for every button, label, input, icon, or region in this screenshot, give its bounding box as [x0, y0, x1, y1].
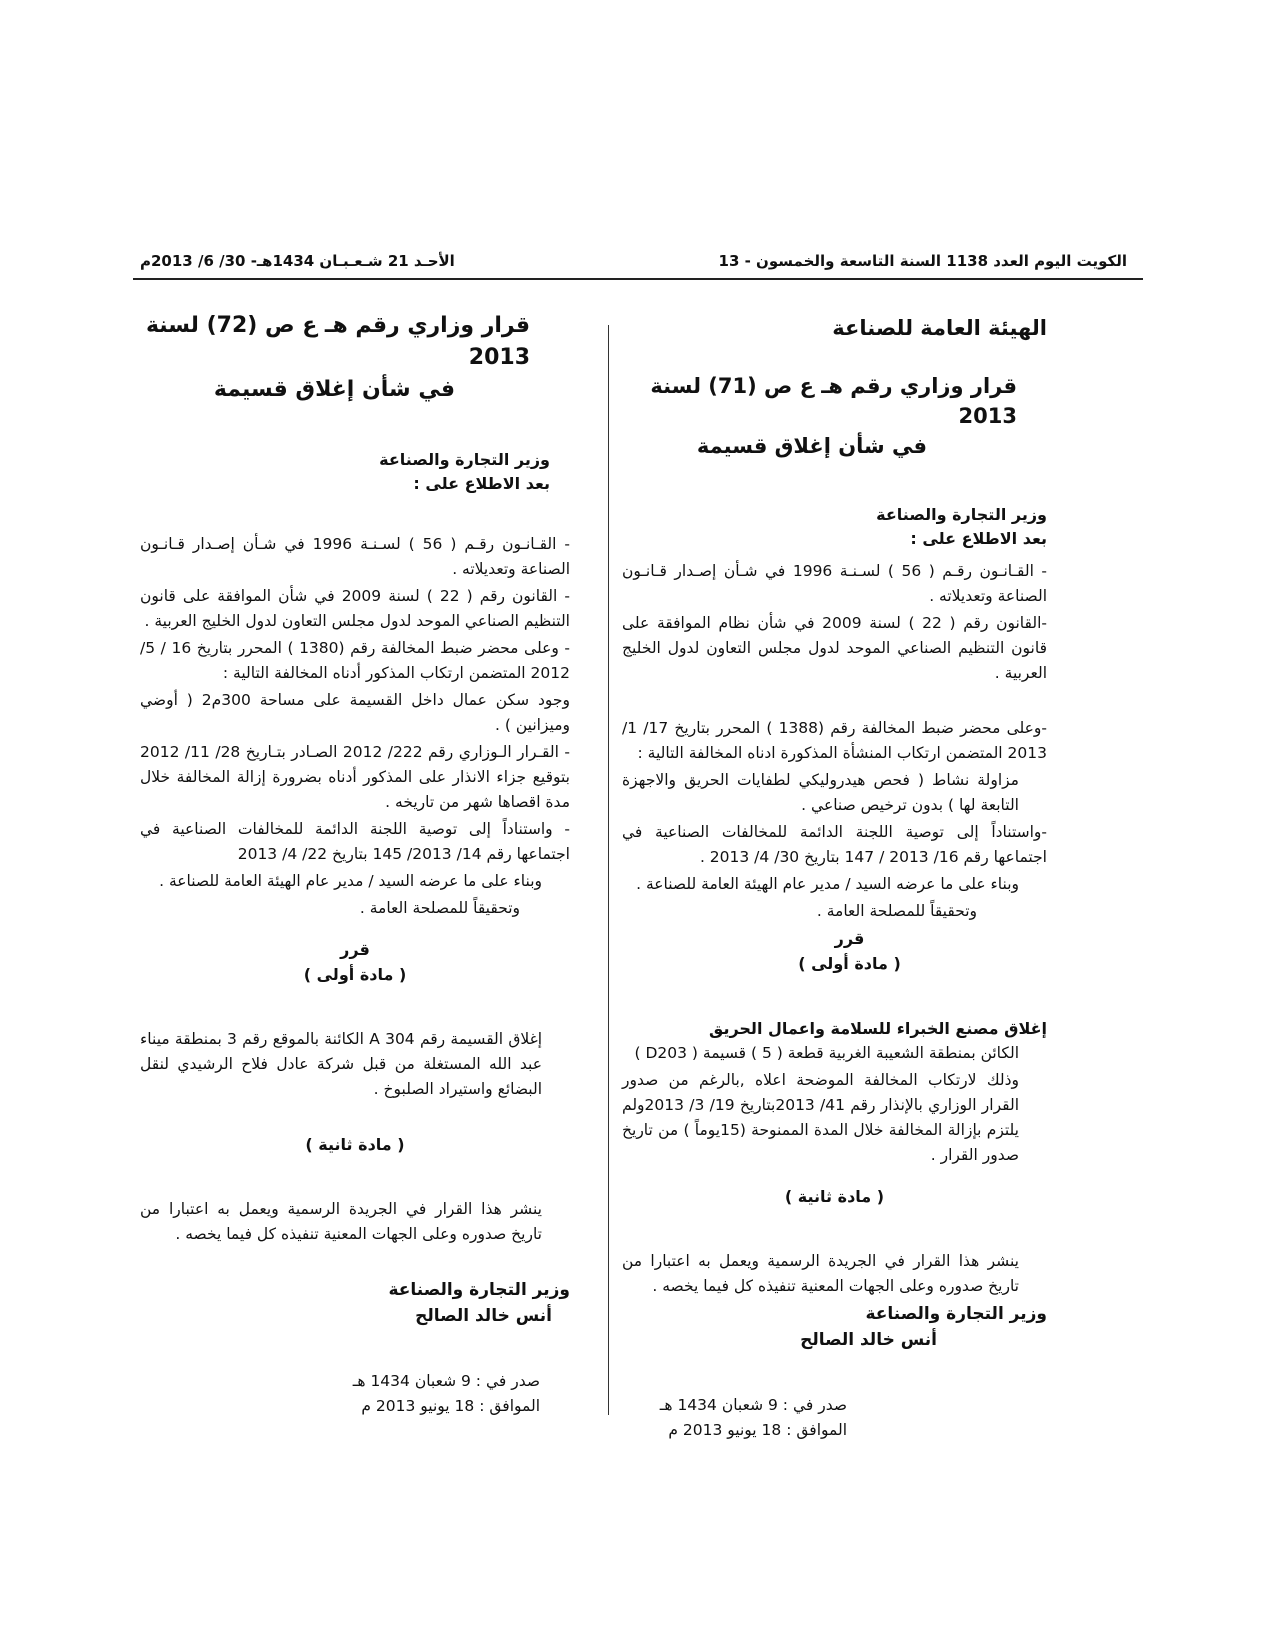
issued-hijri: صدر في : 9 شعبان 1434 هـ — [659, 1396, 847, 1414]
clause-violation-detail: مزاولة نشاط ( فحص هيدروليكي لطفايات الحريق والاجهزة التابعة لها ) بدون ترخيص صناعي . — [622, 771, 1019, 814]
decree-72-title — [140, 310, 570, 406]
closure-location: الكائن بمنطقة الشعيبة الغربية قطعة ( 5 ) قسيمة ( D203 ) — [634, 1044, 1019, 1062]
decree-title-line-1: قرار وزاري رقم هـ ع ص (72) لسنة 2013 — [145, 313, 530, 370]
clause-violation-report: -وعلى محضر ضبط المخالفة رقم (1388 ) المحرر بتاريخ 17/ 1/ 2013 المتضمن ارتكاب المنشأة المذكورة ادناه المخالفة التالية : — [622, 719, 1047, 762]
decree-72-column — [140, 310, 570, 1419]
decree-71-title — [622, 371, 1047, 461]
article-2-heading: ( مادة ثانية ) — [305, 1135, 405, 1154]
issued-gregorian: الموافق : 18 يونيو 2013 م — [361, 1397, 540, 1415]
clause-director: وبناء على ما عرضه السيد / مدير عام الهيئة العامة للصناعة . — [636, 875, 1019, 893]
signatory-title: وزير التجارة والصناعة — [865, 1304, 1047, 1324]
clause-public-interest: وتحقيقاً للمصلحة العامة . — [816, 902, 977, 920]
issued-hijri: صدر في : 9 شعبان 1434 هـ — [352, 1372, 540, 1390]
decree-title-line-2: في شأن إغلاق قسيمة — [696, 434, 927, 458]
publication-clause: ينشر هذا القرار في الجريدة الرسمية ويعمل به اعتبارا من تاريخ صدوره وعلى الجهات المعنية تنفيذه كل فيما يخصه . — [140, 1200, 542, 1243]
issue-date-block — [622, 1393, 1047, 1443]
minister-heading: وزير التجارة والصناعة — [379, 450, 550, 469]
clause-committee: - واستناداً إلى توصية اللجنة الدائمة للمخالفات الصناعية في اجتماعها رقم 14/ 2013/ 145 بتاريخ 22/ 4/ 2013 — [140, 820, 570, 863]
minister-heading: وزير التجارة والصناعة — [876, 505, 1047, 524]
decree-71-column — [622, 310, 1047, 1443]
article-1-heading: ( مادة أولى ) — [798, 954, 901, 973]
article-2-heading: ( مادة ثانية ) — [784, 1187, 885, 1206]
issue-date-block — [140, 1369, 570, 1419]
clause-warning-decision: - القـرار الـوزاري رقم 222/ 2012 الصـادر بتـاريخ 28/ 11/ 2012 بتوقيع جزاء الانذار على المذكور أدناه بضرورة إزالة المخالفة خلال مدة اقصاها شهر من تاريخه . — [140, 743, 570, 811]
decided-heading: قرر — [834, 929, 865, 948]
clause-law-22: - القانون رقم ( 22 ) لسنة 2009 في شأن الموافقة على قانون التنظيم الصناعي الموحد لدول مجلس التعاون لدول الخليج العربية . — [140, 587, 570, 630]
article-1-heading: ( مادة أولى ) — [303, 965, 407, 984]
signatory-name: أنس خالد الصالح — [800, 1330, 937, 1350]
clause-law-56: - القـانـون رقـم ( 56 ) لسـنـة 1996 في شـأن إصـدار قـانـون الصناعة وتعديلاته . — [140, 535, 570, 578]
clause-public-interest: وتحقيقاً للمصلحة العامة . — [359, 899, 520, 917]
clause-law-22: -القانون رقم ( 22 ) لسنة 2009 في شأن نظام الموافقة على قانون التنظيم الصناعي الموحد لدول مجلس التعاون لدول الخليج العربية . — [622, 614, 1047, 682]
closure-reason: وذلك لارتكاب المخالفة الموضحة اعلاه ,بالرغم من صدور القرار الوزاري بالإنذار رقم 41/ 2013بتاريخ 19/ 3/ 2013ولم يلتزم بإزالة المخالفة خلال المدة الممنوحة (15يوماً ) من تاريخ صدور القرار . — [622, 1071, 1020, 1164]
agency-name: الهيئة العامة للصناعة — [832, 316, 1047, 340]
running-header-issue: الكويت اليوم العدد 1138 السنة التاسعة والخمسون - 13 — [718, 252, 1127, 270]
decree-title-line-1: قرار وزاري رقم هـ ع ص (71) لسنة 2013 — [650, 374, 1017, 428]
signatory-title: وزير التجارة والصناعة — [388, 1280, 570, 1300]
clause-committee: -واستناداً إلى توصية اللجنة الدائمة للمخالفات الصناعية في اجتماعها رقم 16/ 2013 / 147 بتاريخ 30/ 4/ 2013 . — [622, 823, 1047, 866]
decree-title-line-2: في شأن إغلاق قسيمة — [213, 377, 455, 402]
clause-violation-detail: وجود سكن عمال داخل القسيمة على مساحة 300م2 ( أوضي وميزانين ) . — [140, 691, 570, 734]
closure-subject: إغلاق مصنع الخبراء للسلامة واعمال الحريق — [709, 1019, 1047, 1038]
publication-clause: ينشر هذا القرار في الجريدة الرسمية ويعمل به اعتبارا من تاريخ صدوره وعلى الجهات المعنية تنفيذه كل فيما يخصه . — [622, 1252, 1019, 1295]
running-header-date: الأحـد 21 شـعـبـان 1434هـ- 30/ 6/ 2013م — [140, 252, 455, 270]
closure-body: إغلاق القسيمة رقم 304 A الكائنة بالموقع رقم 3 بمنطقة ميناء عبد الله المستغلة من قبل شركة عادل فلاح الرشيدي لنقل البضائع واستيراد الصلبوخ . — [140, 1030, 543, 1098]
clause-law-56: - القـانـون رقـم ( 56 ) لسـنـة 1996 في شـأن إصـدار قـانـون الصناعة وتعديلاته . — [622, 562, 1048, 605]
clause-director: وبناء على ما عرضه السيد / مدير عام الهيئة العامة للصناعة . — [159, 872, 542, 890]
clause-violation-report: - وعلى محضر ضبط المخالفة رقم (1380 ) المحرر بتاريخ 16 / 5/ 2012 المتضمن ارتكاب المذكور أدناه المخالفة التالية : — [140, 639, 570, 682]
signatory-name: أنس خالد الصالح — [415, 1306, 552, 1326]
decided-heading: قرر — [340, 940, 370, 959]
column-divider — [608, 325, 609, 1415]
header-rule — [133, 278, 1143, 280]
perusal-heading: بعد الاطلاع على : — [413, 474, 550, 493]
issued-gregorian: الموافق : 18 يونيو 2013 م — [668, 1421, 847, 1439]
perusal-heading: بعد الاطلاع على : — [910, 529, 1047, 548]
